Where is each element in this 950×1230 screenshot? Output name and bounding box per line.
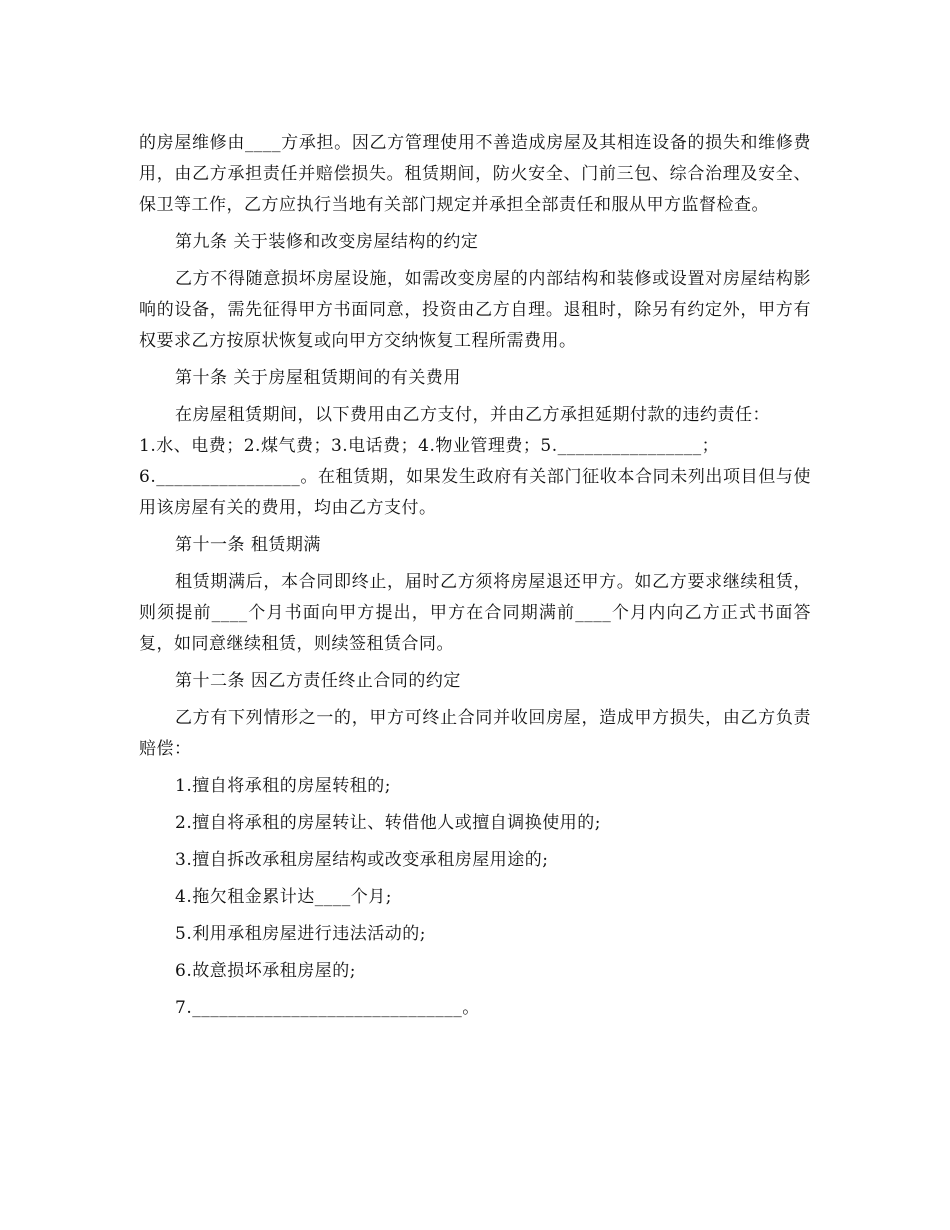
article-11-body: 租赁期满后，本合同即终止，届时乙方须将房屋退还甲方。如乙方要求继续租赁，则须提前____个月书面向甲方提出，甲方在合同期满前____个月内向乙方正式书面答复，如同意继续租赁，则续签租赁合同。 — [139, 572, 811, 654]
list-item: 1.擅自将承租的房屋转租的; — [175, 776, 391, 796]
article-12-heading: 第十二条 因乙方责任终止合同的约定 — [175, 671, 461, 691]
article-10-intro: 在房屋租赁期间，以下费用由乙方支付，并由乙方承担延期付款的违约责任： — [175, 405, 770, 425]
list-item: 6.故意损坏承租房屋的; — [175, 961, 356, 981]
list-item: 4.拖欠租金累计达____个月; — [175, 887, 392, 907]
list-item: 5.利用承租房屋进行违法活动的; — [175, 924, 426, 944]
article-10-fee-list: 1.水、电费；2.煤气费；3.电话费；4.物业管理费；5.________________； — [139, 436, 720, 456]
article-12-intro: 乙方有下列情形之一的，甲方可终止合同并收回房屋，造成甲方损失，由乙方负责赔偿： — [139, 708, 811, 759]
document-body — [139, 128, 811, 1024]
paragraph-maintenance-liability: 的房屋维修由____方承担。因乙方管理使用不善造成房屋及其相连设备的损失和维修费用，由乙方承担责任并赔偿损失。租赁期间，防火安全、门前三包、综合治理及安全、保卫等工作，乙方应执行当地有关部门规定并承担全部责任和服从甲方监督检查。 — [139, 133, 811, 215]
article-9-body: 乙方不得随意损坏房屋设施，如需改变房屋的内部结构和装修或设置对房屋结构影响的设备，需先征得甲方书面同意，投资由乙方自理。退租时，除另有约定外，甲方有权要求乙方按原状恢复或向甲方交纳恢复工程所需费用。 — [139, 269, 811, 351]
list-item: 3.擅自拆改承租房屋结构或改变承租房屋用途的; — [175, 850, 549, 870]
list-item: 2.擅自将承租的房屋转让、转借他人或擅自调换使用的; — [175, 813, 601, 833]
article-9-heading: 第九条 关于装修和改变房屋结构的约定 — [175, 232, 479, 252]
article-11-heading: 第十一条 租赁期满 — [175, 535, 321, 555]
list-item: 7.______________________________。 — [175, 998, 480, 1018]
article-10-fee-list-cont: 6.________________。在租赁期，如果发生政府有关部门征收本合同未列出项目但与使用该房屋有关的费用，均由乙方支付。 — [139, 467, 811, 518]
article-10-heading: 第十条 关于房屋租赁期间的有关费用 — [175, 368, 461, 388]
